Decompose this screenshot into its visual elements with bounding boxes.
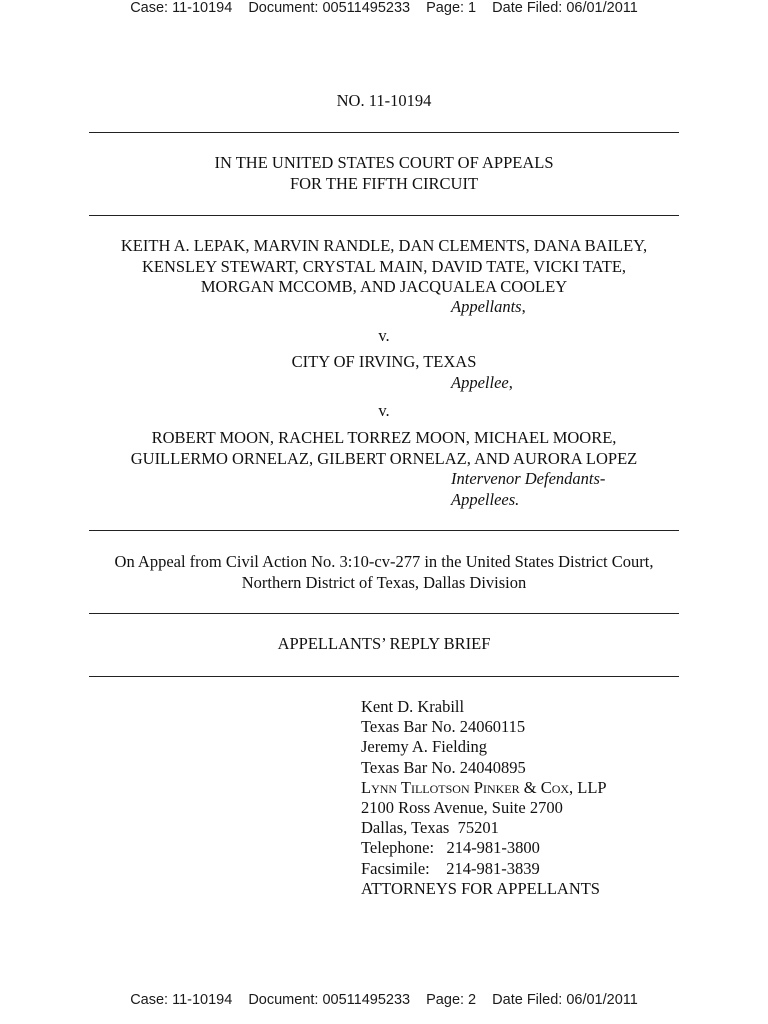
party-line: KEITH A. LEPAK, MARVIN RANDLE, DAN CLEMENTS, DANA BAILEY, <box>120 236 648 255</box>
intervenors-names <box>60 428 708 469</box>
document-number: Document: 00511495233 <box>248 0 411 16</box>
case-number: Case: 11-10194 <box>130 992 233 1008</box>
role-label: Intervenor Defendants- <box>451 469 606 488</box>
divider <box>89 676 679 677</box>
party-line: ROBERT MOON, RACHEL TORREZ MOON, MICHAEL MOORE, <box>151 428 617 447</box>
role-label: Appellees. <box>451 489 520 509</box>
address-line: 2100 Ross Avenue, Suite 2700 <box>361 798 563 818</box>
appellee-name: CITY OF IRVING, TEXAS <box>291 352 477 371</box>
party-line: GUILLERMO ORNELAZ, GILBERT ORNELAZ, AND AURORA LOPEZ <box>130 448 638 468</box>
court-name <box>60 153 708 194</box>
versus: v. <box>378 326 390 345</box>
filing-header-top <box>0 0 768 16</box>
role-punctuation: , <box>508 373 513 392</box>
court-line: IN THE UNITED STATES COURT OF APPEALS <box>214 153 554 172</box>
role-punctuation: , <box>521 297 526 316</box>
date-filed: Date Filed: 06/01/2011 <box>492 992 638 1008</box>
appellee-role <box>451 373 751 394</box>
divider <box>89 530 679 531</box>
attorney-name: Kent D. Krabill <box>361 697 465 716</box>
party-line: MORGAN MCCOMB, AND JACQUALEA COOLEY <box>200 277 568 296</box>
appeal-line: On Appeal from Civil Action No. 3:10-cv-277 in the United States District Court, <box>114 552 654 571</box>
appeal-line: Northern District of Texas, Dallas Division <box>241 572 527 592</box>
case-number: Case: 11-10194 <box>130 0 233 16</box>
address-line: Dallas, Texas 75201 <box>361 818 499 838</box>
intervenors-role <box>451 469 751 510</box>
firm-name: Lynn Tillotson Pinker & Cox, LLP <box>361 777 607 797</box>
facsimile: Facsimile: 214-981-3839 <box>361 858 540 878</box>
appellants-names <box>60 236 708 298</box>
divider <box>89 215 679 216</box>
court-line: FOR THE FIFTH CIRCUIT <box>289 173 479 193</box>
filing-header-bottom <box>0 992 768 1008</box>
docket-number: NO. 11-10194 <box>336 91 432 110</box>
versus: v. <box>378 401 390 420</box>
role-label: Appellee <box>451 373 509 392</box>
bar-number: Texas Bar No. 24040895 <box>361 757 526 777</box>
signature-block <box>361 697 761 899</box>
date-filed: Date Filed: 06/01/2011 <box>492 0 638 16</box>
appellants-role <box>451 297 751 318</box>
divider <box>89 132 679 133</box>
bar-number: Texas Bar No. 24060115 <box>361 717 526 737</box>
appeal-from <box>60 552 708 593</box>
attorney-name: Jeremy A. Fielding <box>361 737 488 757</box>
divider <box>89 613 679 614</box>
role-label: Appellants <box>451 297 522 316</box>
brief-title: APPELLANTS’ REPLY BRIEF <box>277 634 491 653</box>
telephone: Telephone: 214-981-3800 <box>361 838 540 858</box>
attorneys-for: ATTORNEYS FOR APPELLANTS <box>361 878 600 898</box>
page-number: Page: 2 <box>426 992 477 1008</box>
document-number: Document: 00511495233 <box>248 992 411 1008</box>
page-number: Page: 1 <box>426 0 477 16</box>
party-line: KENSLEY STEWART, CRYSTAL MAIN, DAVID TATE, VICKI TATE, <box>141 256 627 276</box>
